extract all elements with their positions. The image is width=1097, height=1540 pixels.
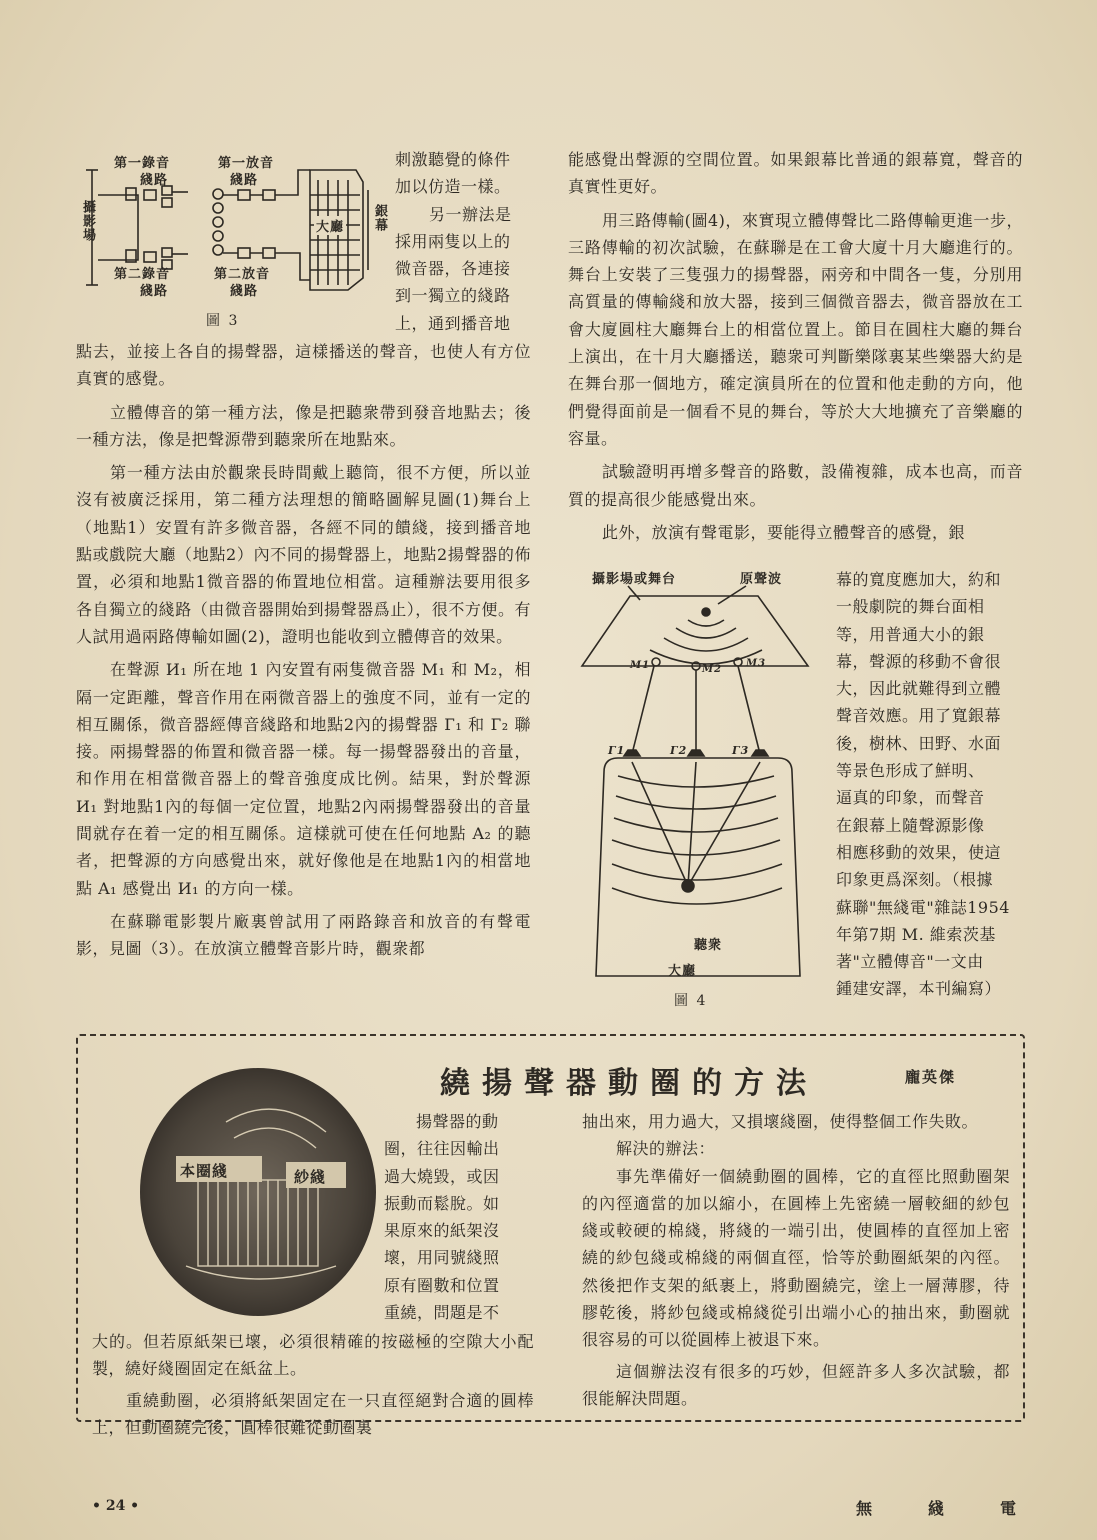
text-line: 年第7期 M. 維索茨基 bbox=[836, 924, 996, 944]
fig3-label-stage: 攝影場 bbox=[80, 200, 95, 242]
paragraph: 重繞動圈，必須將紙架固定在一只直徑絕對合適的圓棒上，但動圈繞完後，圓棒很難從動圈裏 bbox=[92, 1390, 534, 1437]
text-line: 壞，用同號綫照 bbox=[384, 1248, 500, 1268]
text-line: 鍾建安譯，本刊編寫） bbox=[836, 979, 1002, 999]
text-line: 相應移動的效果，使這 bbox=[836, 842, 1002, 862]
text-line: 聲音效應。用了寬銀幕 bbox=[836, 706, 1002, 726]
left-column-body bbox=[76, 338, 531, 963]
text-line: 到一獨立的綫路 bbox=[395, 286, 511, 306]
fig3-side-text bbox=[395, 146, 535, 337]
paragraph: 立體傳音的第一種方法，像是把聽衆帶到發音地點去；後一種方法，像是把聲源帶到聽衆所在地點來。 bbox=[76, 402, 531, 449]
text-line: 在銀幕上隨聲源影像 bbox=[836, 815, 985, 835]
fig3-label-rec1b: 綫路 bbox=[140, 173, 169, 188]
fig4-label-audience: 聽衆 bbox=[694, 938, 723, 953]
text-line: 刺激聽覺的條件 bbox=[395, 150, 511, 169]
figure-4 bbox=[568, 566, 828, 1036]
text-line: 振動而鬆脫。如 bbox=[384, 1193, 500, 1213]
fig3-label-rec2: 第二錄音 bbox=[114, 267, 171, 282]
text-line: 揚聲器的動 bbox=[416, 1112, 499, 1131]
fig4-label-m3: M3 bbox=[746, 658, 767, 669]
text-line: 上，通到播音地 bbox=[395, 313, 511, 333]
text-line: 圈，往往因輸出 bbox=[384, 1139, 500, 1159]
fig4-label-m2: M2 bbox=[702, 664, 723, 675]
article-illustration bbox=[126, 1062, 386, 1324]
paragraph: 大的。但若原紙架已壞，必須很精確的按磁極的空隙大小配製，繞好綫圈固定在紙盆上。 bbox=[92, 1332, 534, 1379]
text-line: 微音器，各連接 bbox=[395, 259, 511, 279]
text-line: 大，因此就難得到立體 bbox=[836, 679, 1002, 699]
text-line: 採用兩隻以上的 bbox=[395, 231, 511, 251]
text-line: 一般劇院的舞台面相 bbox=[836, 597, 985, 617]
text-line: 逼真的印象，而聲音 bbox=[836, 788, 985, 808]
illus-label-yarn: 紗綫 bbox=[294, 1168, 327, 1186]
paragraph: 在聲源 И₁ 所在地 1 內安置有兩隻微音器 M₁ 和 M₂，相隔一定距離，聲音作用在兩微音器上的強度不同，並有一定的相互關係，微音器經傳音綫路和地點2內的揚聲器 Г₁ 和 Г₂ 聯接。兩揚聲器的佈置和微音器一樣。每一揚聲器發出的音量，和作用在相當微音器上的聲音強度成比例。結果，對於聲源 И₁ 對地點1內的每個一定位置，地點2內兩揚聲器發出的音量間就存在着一定的相互關係。這樣就可使在任何地點 A₂ 的聽者，把聲源的方向感覺出來，就好像他是在地點1內的相當地點 A₁ 感覺出 И₁ 的方向一樣。 bbox=[76, 660, 531, 898]
paragraph: 第一種方法由於觀衆長時間戴上聽筒，很不方便，所以並沒有被廣泛採用，第二種方法理想的簡略圖解見圖(1)舞台上（地點1）安置有許多微音器，各經不同的饋綫，接到播音地點或戲院大廳（地點2）內不同的揚聲器上，地點2揚聲器的佈置，必須和地點1微音器的佈置地位相當。這種辦法要用很多各自獨立的綫路（由微音器開始到揚聲器爲止），很不方便。有人試用過兩路傳輸如圖(2)，證明也能收到立體傳音的效果。 bbox=[76, 463, 531, 646]
fig4-caption: 圖 4 bbox=[674, 993, 708, 1009]
fig3-caption: 圖 3 bbox=[206, 313, 240, 329]
fig3-label-rec1: 第一錄音 bbox=[114, 156, 171, 171]
text-line: 幕，聲源的移動不會很 bbox=[836, 651, 1002, 671]
text-line: 果原來的紙架沒 bbox=[384, 1221, 500, 1241]
text-line: 蘇聯"無綫電"雜誌1954 bbox=[836, 897, 1010, 917]
illus-label-coil: 本圈綫 bbox=[180, 1162, 229, 1180]
text-line: 著"立體傳音"一文由 bbox=[836, 952, 984, 972]
figure-3 bbox=[78, 150, 388, 330]
article-right-column bbox=[582, 1108, 1010, 1412]
fig4-label-stage: 攝影場或舞台 bbox=[592, 572, 677, 587]
fig4-side-text bbox=[836, 566, 1026, 1003]
fig4-label-r1: Г1 bbox=[608, 744, 626, 757]
fig3-label-play1: 第一放音 bbox=[218, 156, 275, 171]
paragraph: 事先準備好一個繞動圈的圓棒，它的直徑比照動圈架的內徑適當的加以縮小，在圓棒上先密繞一層較細的紗包綫或較硬的棉綫，將綫的一端引出，使圓棒的直徑加上密繞的紗包綫或棉綫的兩個直徑，恰等於動圈紙架的內徑。然後把作支架的紙裹上，將動圈繞完，塗上一層薄膠，待膠乾後，將紗包綫或棉綫從引出端小心的抽出來，動圈就很容易的可以從圓棒上被退下來。 bbox=[582, 1166, 1010, 1350]
article-left-narrow bbox=[384, 1108, 534, 1326]
fig3-label-screen: 銀幕 bbox=[372, 204, 387, 232]
text-line: 另一辦法是 bbox=[429, 204, 512, 224]
text-line: 過大燒毀，或因 bbox=[384, 1166, 500, 1186]
text-line: 原有圈數和位置 bbox=[384, 1275, 500, 1295]
right-column-body bbox=[568, 146, 1023, 546]
coil-illustration bbox=[126, 1062, 386, 1324]
text-line: 加以仿造一樣。 bbox=[395, 177, 511, 197]
text-line: 幕的寬度應加大，約和 bbox=[836, 570, 1002, 589]
fig4-label-m1: M1 bbox=[630, 660, 651, 671]
fig3-label-play1b: 綫路 bbox=[230, 173, 259, 188]
paragraph: 此外，放演有聲電影，要能得立體聲音的感覺，銀 bbox=[602, 522, 966, 542]
fig4-label-r2: Г2 bbox=[670, 744, 688, 757]
text-line: 印象更爲深刻。（根據 bbox=[836, 870, 994, 890]
paragraph: 抽出來，用力過大，又損壞綫圈，使得整個工作失敗。 bbox=[582, 1112, 979, 1131]
article-left-lower bbox=[92, 1328, 534, 1441]
fig3-label-play2b: 綫路 bbox=[230, 284, 259, 299]
paragraph: 在蘇聯電影製片廠裏曾試用了兩路錄音和放音的有聲電影，見圖（3）。在放演立體聲音影片時，觀衆都 bbox=[76, 911, 531, 959]
paragraph: 試驗證明再增多聲音的路數，設備複雜，成本也高，而音質的提高很少能感覺出來。 bbox=[568, 462, 1023, 509]
article-author: 龐英傑 bbox=[905, 1068, 957, 1086]
text-line: 等景色形成了鮮明、 bbox=[836, 761, 985, 781]
text-line: 等，用普通大小的銀 bbox=[836, 624, 985, 644]
fig3-label-rec2b: 綫路 bbox=[140, 284, 169, 299]
text-line: 後，樹林、田野、水面 bbox=[836, 733, 1002, 753]
paragraph: 點去，並接上各自的揚聲器，這樣播送的聲音，也使人有方位真實的感覺。 bbox=[76, 342, 531, 389]
fig4-label-source: 原聲波 bbox=[740, 572, 783, 587]
fig4-label-hall: 大廳 bbox=[668, 964, 697, 979]
article-title: 繞揚聲器動圈的方法 bbox=[440, 1066, 818, 1101]
paragraph: 這個辦法沒有很多的巧妙，但經許多人多次試驗，都很能解決問題。 bbox=[582, 1361, 1010, 1408]
magazine-name: 無綫電 bbox=[856, 1499, 1073, 1518]
page-number: • 24 • bbox=[92, 1498, 140, 1514]
paragraph: 用三路傳輸(圖4)，來實現立體傳聲比二路傳輸更進一步，三路傳輸的初次試驗，在蘇聯是在工會大廈十月大廳進行的。舞台上安裝了三隻强力的揚聲器，兩旁和中間各一隻，分別用高質量的傳輸綫和放大器，接到三個微音器去，微音器放在工會大廈圓柱大廳舞台上的相當位置上。節目在圓柱大廳的舞台上演出，在十月大廳播送，聽衆可判斷樂隊裏某些樂器大約是在舞台那一個地方，確定演員所在的位置和他走動的方向，他們覺得面前是一個看不見的舞台，等於大大地擴充了音樂廳的容量。 bbox=[568, 210, 1023, 448]
fig3-label-hall: 大廳 bbox=[314, 216, 346, 235]
fig4-label-r3: Г3 bbox=[732, 744, 750, 757]
paragraph: 解決的辦法： bbox=[616, 1139, 716, 1159]
paragraph: 能感覺出聲源的空間位置。如果銀幕比普通的銀幕寬，聲音的真實性更好。 bbox=[568, 150, 1023, 197]
figure-4-diagram bbox=[568, 566, 828, 986]
text-line: 重繞，問題是不 bbox=[384, 1303, 500, 1323]
fig3-label-play2: 第二放音 bbox=[214, 267, 271, 282]
